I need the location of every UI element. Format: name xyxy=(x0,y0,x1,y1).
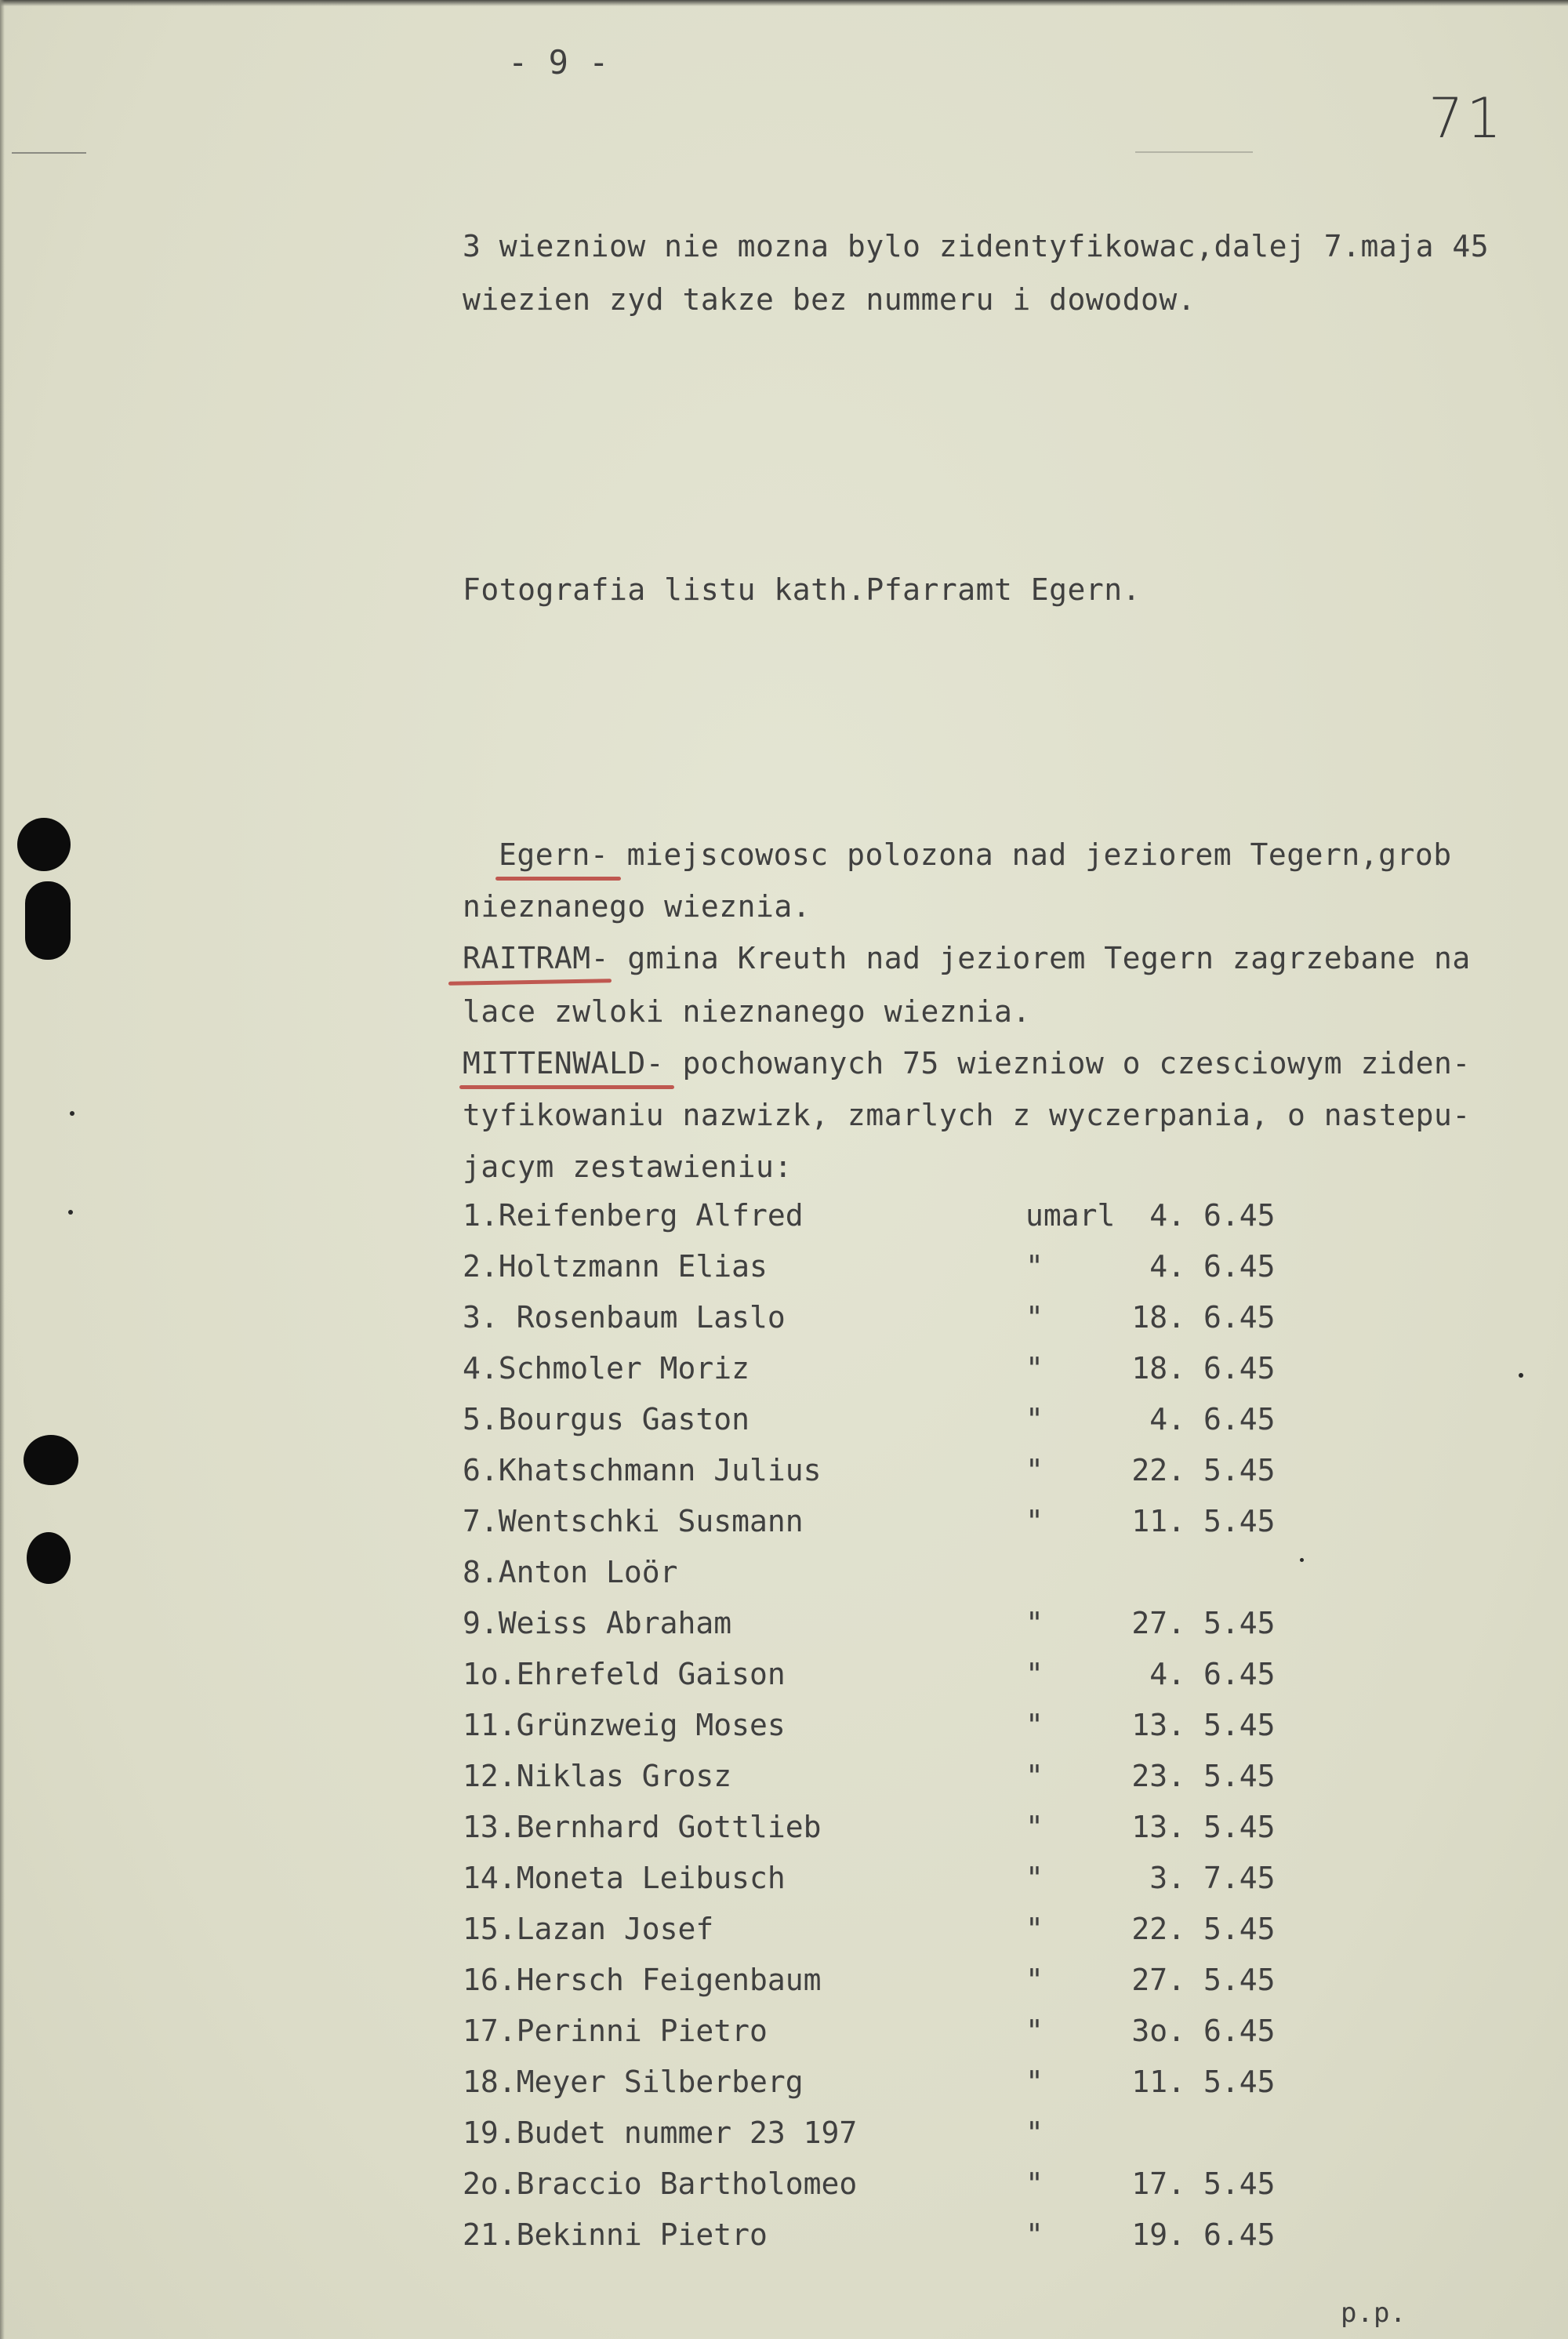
list-item-status: " xyxy=(1025,2217,1044,2252)
list-item-month-year: 5.45 xyxy=(1203,1453,1276,1487)
list-item xyxy=(463,1759,1325,1798)
list-item-month-year: 7.45 xyxy=(1203,1861,1276,1895)
list-item-name: 7.Wentschki Susmann xyxy=(463,1504,804,1538)
list-item-name: 9.Weiss Abraham xyxy=(463,1606,732,1640)
list-item-status: " xyxy=(1025,1504,1044,1538)
list-item-day: 27. xyxy=(1131,1963,1185,1997)
scan-edge-left xyxy=(0,0,5,2339)
list-item-status: umarl xyxy=(1025,1198,1116,1233)
list-item-name: 16.Hersch Feigenbaum xyxy=(463,1963,822,1997)
list-item-name: 13.Bernhard Gottlieb xyxy=(463,1810,822,1844)
page-number: - 9 - xyxy=(508,43,609,82)
list-item-day: 11. xyxy=(1131,1504,1185,1538)
list-item-name: 19.Budet nummer 23 197 xyxy=(463,2116,858,2150)
list-item-month-year: 6.45 xyxy=(1203,1249,1276,1284)
list-item-month-year: 6.45 xyxy=(1203,1402,1276,1436)
list-item xyxy=(463,1708,1325,1747)
mittenwald-entry: MITTENWALD- pochowanych 75 wiezniow o czesciowym ziden- xyxy=(463,1046,1471,1081)
list-item xyxy=(463,1198,1325,1237)
mittenwald-entry: jacym zestawieniu: xyxy=(463,1150,793,1184)
list-item-name: 4.Schmoler Moriz xyxy=(463,1351,750,1386)
punch-hole xyxy=(24,1435,78,1485)
scan-smudge xyxy=(1135,151,1253,153)
scan-smudge xyxy=(12,152,86,154)
punch-hole xyxy=(17,818,71,871)
list-item-name: 3. Rosenbaum Laslo xyxy=(463,1300,786,1335)
list-item-name: 8.Anton Loör xyxy=(463,1555,678,1589)
list-item-name: 15.Lazan Josef xyxy=(463,1912,714,1946)
list-item xyxy=(463,1504,1325,1543)
list-item-month-year: 5.45 xyxy=(1203,2166,1276,2201)
list-item-day: 3. xyxy=(1149,1861,1185,1895)
list-item-status: " xyxy=(1025,1351,1044,1386)
scan-speck xyxy=(68,1210,73,1215)
scan-speck xyxy=(1519,1373,1523,1378)
list-item-month-year: 5.45 xyxy=(1203,2065,1276,2099)
list-item-day: 4. xyxy=(1149,1198,1185,1233)
list-item-month-year: 5.45 xyxy=(1203,1810,1276,1844)
list-item-status: " xyxy=(1025,1810,1044,1844)
mittenwald-entry: tyfikowaniu nazwizk, zmarlych z wyczerpania, o nastepu- xyxy=(463,1098,1471,1132)
scan-edge-top xyxy=(0,0,1568,6)
list-item xyxy=(463,2065,1325,2104)
list-item-month-year: 6.45 xyxy=(1203,2217,1276,2252)
list-item-day: 17. xyxy=(1131,2166,1185,2201)
intro-line: 3 wiezniow nie mozna bylo zidentyfikowac,dalej 7.maja 45 xyxy=(463,229,1490,263)
list-item-day: 11. xyxy=(1131,2065,1185,2099)
continued-marker: p.p. xyxy=(1341,2297,1406,2329)
list-item xyxy=(463,1861,1325,1900)
list-item xyxy=(463,1963,1325,2002)
list-item-day: 18. xyxy=(1131,1351,1185,1386)
list-item-month-year: 5.45 xyxy=(1203,1759,1276,1793)
list-item-month-year: 6.45 xyxy=(1203,2014,1276,2048)
archive-stamp-number: 71 xyxy=(1428,86,1505,151)
egern-entry: nieznanego wieznia. xyxy=(463,889,811,924)
list-item-month-year: 5.45 xyxy=(1203,1912,1276,1946)
list-item-status: " xyxy=(1025,1300,1044,1335)
list-item-status: " xyxy=(1025,1963,1044,1997)
list-item-status: " xyxy=(1025,2065,1044,2099)
list-item-name: 1.Reifenberg Alfred xyxy=(463,1198,804,1233)
list-item-status: " xyxy=(1025,1657,1044,1691)
list-item-status: " xyxy=(1025,1453,1044,1487)
list-item-status: " xyxy=(1025,1759,1044,1793)
list-item-day: 23. xyxy=(1131,1759,1185,1793)
list-item-month-year: 6.45 xyxy=(1203,1657,1276,1691)
list-item xyxy=(463,2217,1325,2257)
list-item-month-year: 5.45 xyxy=(1203,1708,1276,1742)
list-item xyxy=(463,1912,1325,1951)
list-item-month-year: 6.45 xyxy=(1203,1300,1276,1335)
list-item-day: 22. xyxy=(1131,1453,1185,1487)
list-item-name: 21.Bekinni Pietro xyxy=(463,2217,768,2252)
list-item-day: 22. xyxy=(1131,1912,1185,1946)
raitram-entry: lace zwloki nieznanego wieznia. xyxy=(463,994,1031,1029)
list-item-day: 4. xyxy=(1149,1249,1185,1284)
list-item-name: 2.Holtzmann Elias xyxy=(463,1249,768,1284)
punch-hole xyxy=(25,881,71,960)
list-item-status: " xyxy=(1025,1249,1044,1284)
list-item-status: " xyxy=(1025,1912,1044,1946)
list-item xyxy=(463,2116,1325,2155)
raitram-entry: RAITRAM- gmina Kreuth nad jeziorem Tegern zagrzebane na xyxy=(463,941,1471,975)
list-item xyxy=(463,1810,1325,1849)
list-item-day: 19. xyxy=(1131,2217,1185,2252)
list-item-name: 11.Grünzweig Moses xyxy=(463,1708,786,1742)
list-item-name: 18.Meyer Silberberg xyxy=(463,2065,804,2099)
list-item-month-year: 5.45 xyxy=(1203,1963,1276,1997)
list-item-status: " xyxy=(1025,1402,1044,1436)
list-item xyxy=(463,2166,1325,2206)
red-underline xyxy=(459,1085,674,1089)
list-item xyxy=(463,2014,1325,2053)
list-item-status: " xyxy=(1025,2166,1044,2201)
list-item-day: 4. xyxy=(1149,1402,1185,1436)
punch-hole xyxy=(27,1532,71,1584)
list-item xyxy=(463,1606,1325,1645)
list-item-day: 13. xyxy=(1131,1708,1185,1742)
list-item-name: 17.Perinni Pietro xyxy=(463,2014,768,2048)
list-item-month-year: 6.45 xyxy=(1203,1198,1276,1233)
list-item-day: 18. xyxy=(1131,1300,1185,1335)
list-item-day: 4. xyxy=(1149,1657,1185,1691)
list-item xyxy=(463,1402,1325,1441)
red-underline xyxy=(495,877,621,881)
list-item-name: 5.Bourgus Gaston xyxy=(463,1402,750,1436)
list-item-name: 1o.Ehrefeld Gaison xyxy=(463,1657,786,1691)
egern-entry: Egern- miejscowosc polozona nad jeziorem Tegern,grob xyxy=(499,837,1452,872)
list-item-day: 3o. xyxy=(1131,2014,1185,2048)
list-item-name: 12.Niklas Grosz xyxy=(463,1759,732,1793)
list-item-name: 14.Moneta Leibusch xyxy=(463,1861,786,1895)
intro-line: wiezien zyd takze bez nummeru i dowodow. xyxy=(463,282,1196,317)
red-underline xyxy=(448,979,612,986)
list-item-day: 27. xyxy=(1131,1606,1185,1640)
photo-caption: Fotografia listu kath.Pfarramt Egern. xyxy=(463,572,1141,607)
list-item-status: " xyxy=(1025,1708,1044,1742)
list-item xyxy=(463,1657,1325,1696)
list-item xyxy=(463,1300,1325,1339)
list-item xyxy=(463,1351,1325,1390)
scan-speck xyxy=(70,1111,74,1116)
list-item-month-year: 5.45 xyxy=(1203,1606,1276,1640)
list-item-status: " xyxy=(1025,1861,1044,1895)
list-item-status: " xyxy=(1025,2014,1044,2048)
list-item-name: 2o.Braccio Bartholomeo xyxy=(463,2166,858,2201)
list-item xyxy=(463,1453,1325,1492)
list-item xyxy=(463,1555,1325,1594)
list-item-name: 6.Khatschmann Julius xyxy=(463,1453,822,1487)
list-item-day: 13. xyxy=(1131,1810,1185,1844)
list-item xyxy=(463,1249,1325,1288)
list-item-status: " xyxy=(1025,2116,1044,2150)
list-item-status: " xyxy=(1025,1606,1044,1640)
list-item-month-year: 5.45 xyxy=(1203,1504,1276,1538)
list-item-month-year: 6.45 xyxy=(1203,1351,1276,1386)
